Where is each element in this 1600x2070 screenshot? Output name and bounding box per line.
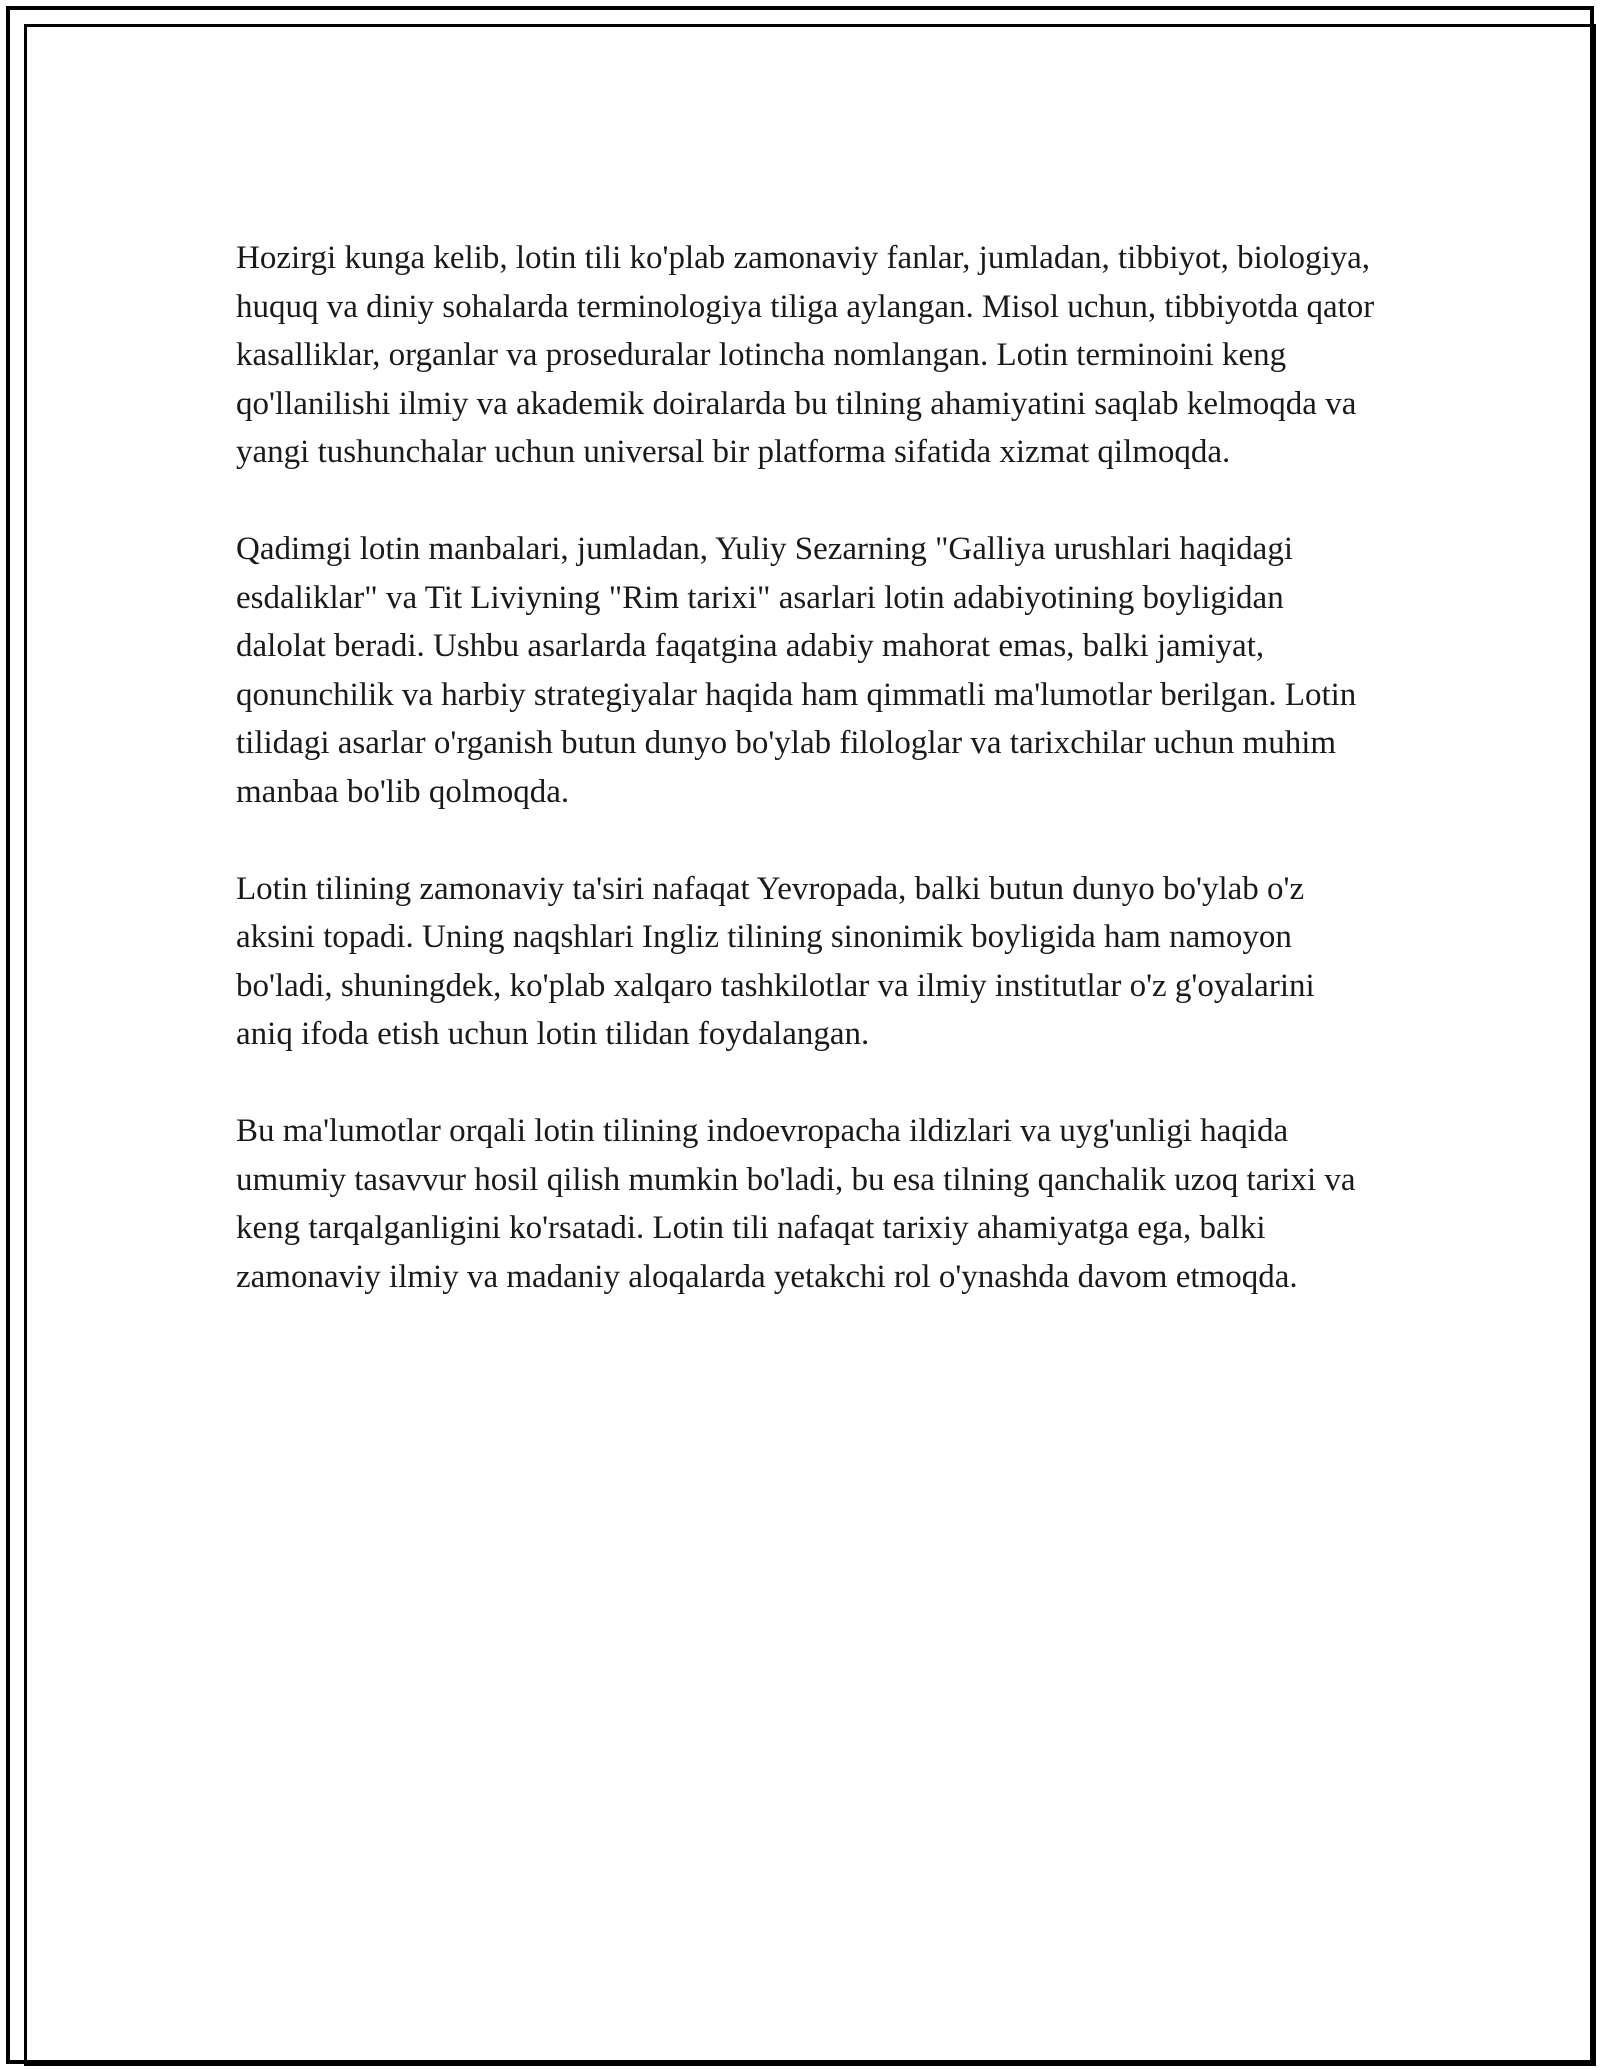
document-body: [236, 234, 1376, 1350]
paragraph-2: Qadimgi lotin manbalari, jumladan, Yuliy Sezarning "Galliya urushlari haqidagi esdaliklar" va Tit Liviyning "Rim tarixi" asarlari lotin adabiyotining boyligidan dalolat beradi. Ushbu asarlarda faqatgina adabiy mahorat emas, balki jamiyat, qonunchilik va harbiy strategiyalar haqida ham qimmatli ma'lumotlar berilgan. Lotin tilidagi asarlar o'rganish butun dunyo bo'ylab filologlar va tarixchilar uchun muhim manbaa bo'lib qolmoqda.: [236, 531, 1357, 810]
paragraph-4: Bu ma'lumotlar orqali lotin tilining indoevropacha ildizlari va uyg'unligi haqida umumiy tasavvur hosil qilish mumkin bo'ladi, bu esa tilning qanchalik uzoq tarixi va keng tarqalganligini ko'rsatadi. Lotin tili nafaqat tarixiy ahamiyatga ega, balki zamonaviy ilmiy va madaniy aloqalarda yetakchi rol o'ynashda davom etmoqda.: [236, 1113, 1356, 1295]
paragraph-3: Lotin tilining zamonaviy ta'siri nafaqat Yevropada, balki butun dunyo bo'ylab o'z aksini topadi. Uning naqshlari Ingliz tilining sinonimik boyligida ham namoyon bo'ladi, shuningdek, ko'plab xalqaro tashkilotlar va ilmiy institutlar o'z g'oyalarini aniq ifoda etish uchun lotin tilidan foydalangan.: [236, 870, 1315, 1052]
paragraph-1: Hozirgi kunga kelib, lotin tili ko'plab zamonaviy fanlar, jumladan, tibbiyot, biologiya, huquq va diniy sohalarda terminologiya tiliga aylangan. Misol uchun, tibbiyotda qator kasalliklar, organlar va proseduralar lotincha nomlangan. Lotin terminoini keng qo'llanilishi ilmiy va akademik doiralarda bu tilning ahamiyatini saqlab kelmoqda va yangi tushunchalar uchun universal bir platforma sifatida xizmat qilmoqda.: [236, 240, 1375, 470]
